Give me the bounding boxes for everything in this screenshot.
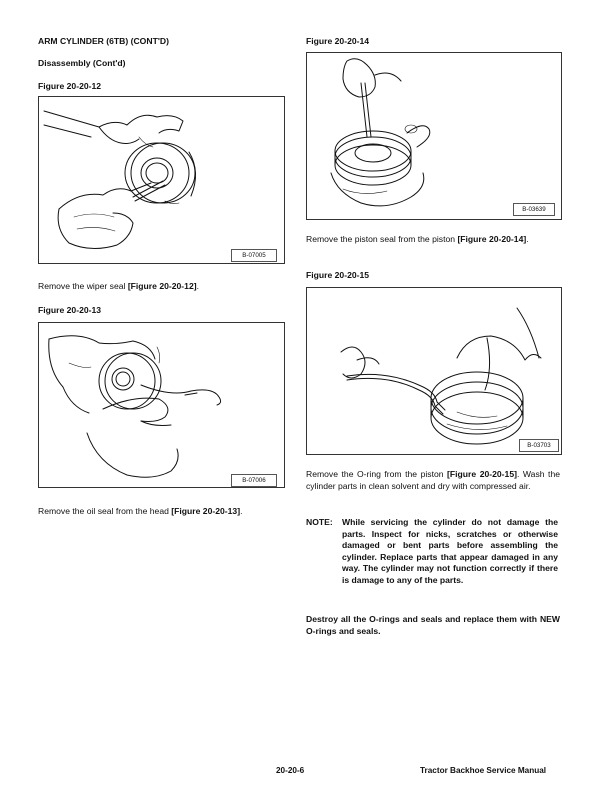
section-title: ARM CYLINDER (6TB) (CONT'D) <box>38 36 169 46</box>
paragraph-oil-seal: Remove the oil seal from the head [Figure 20-20-13]. <box>38 506 243 516</box>
figure-ref-12[interactable]: [Figure 20-20-12] <box>127 281 197 291</box>
figure-code-13: B-07006 <box>231 474 277 487</box>
closing-instruction: Destroy all the O-rings and seals and replace them with NEW O-rings and seals. <box>306 614 560 636</box>
figure-label-13: Figure 20-20-13 <box>38 305 102 315</box>
figure-20-20-14 <box>306 52 562 220</box>
figure-ref-14[interactable]: [Figure 20-20-14] <box>457 234 527 244</box>
figure-20-20-13 <box>38 322 285 488</box>
oil-seal-illustration <box>39 323 284 487</box>
subsection-title: Disassembly (Cont'd) <box>38 58 126 68</box>
paragraph-piston-seal: Remove the piston seal from the piston [Figure 20-20-14]. <box>306 234 529 244</box>
figure-label-14: Figure 20-20-14 <box>306 36 370 46</box>
figure-ref-15[interactable]: [Figure 20-20-15] <box>447 469 517 479</box>
paragraph-o-ring: Remove the O-ring from the piston [Figure 20-20-15]. Wash the cylinder parts in clean solvent and dry with compressed air. <box>306 469 561 491</box>
figure-code-12: B-07005 <box>231 249 277 262</box>
figure-code-14: B-03639 <box>513 203 555 216</box>
figure-20-20-15 <box>306 287 562 455</box>
figure-ref-13[interactable]: [Figure 20-20-13] <box>171 506 241 516</box>
piston-seal-illustration <box>307 53 561 219</box>
note-label: NOTE: <box>306 517 333 527</box>
note-text: While servicing the cylinder do not damage the parts. Inspect for nicks, scratches or otherwise damaged or bent parts before assembling the cylinder. Replace parts that appear damaged in any way. The cylinder may not function correctly if there is damage to any of the parts. <box>342 517 558 585</box>
figure-20-20-12 <box>38 96 285 264</box>
note-block <box>306 517 560 599</box>
page-number: 20-20-6 <box>276 766 305 775</box>
figure-label-12: Figure 20-20-12 <box>38 81 102 91</box>
o-ring-illustration <box>307 288 561 454</box>
figure-label-15: Figure 20-20-15 <box>306 270 370 280</box>
figure-code-15: B-03703 <box>519 439 559 452</box>
paragraph-wiper-seal: Remove the wiper seal [Figure 20-20-12]. <box>38 281 199 291</box>
wiper-seal-illustration <box>39 97 284 263</box>
manual-title: Tractor Backhoe Service Manual <box>420 766 547 775</box>
